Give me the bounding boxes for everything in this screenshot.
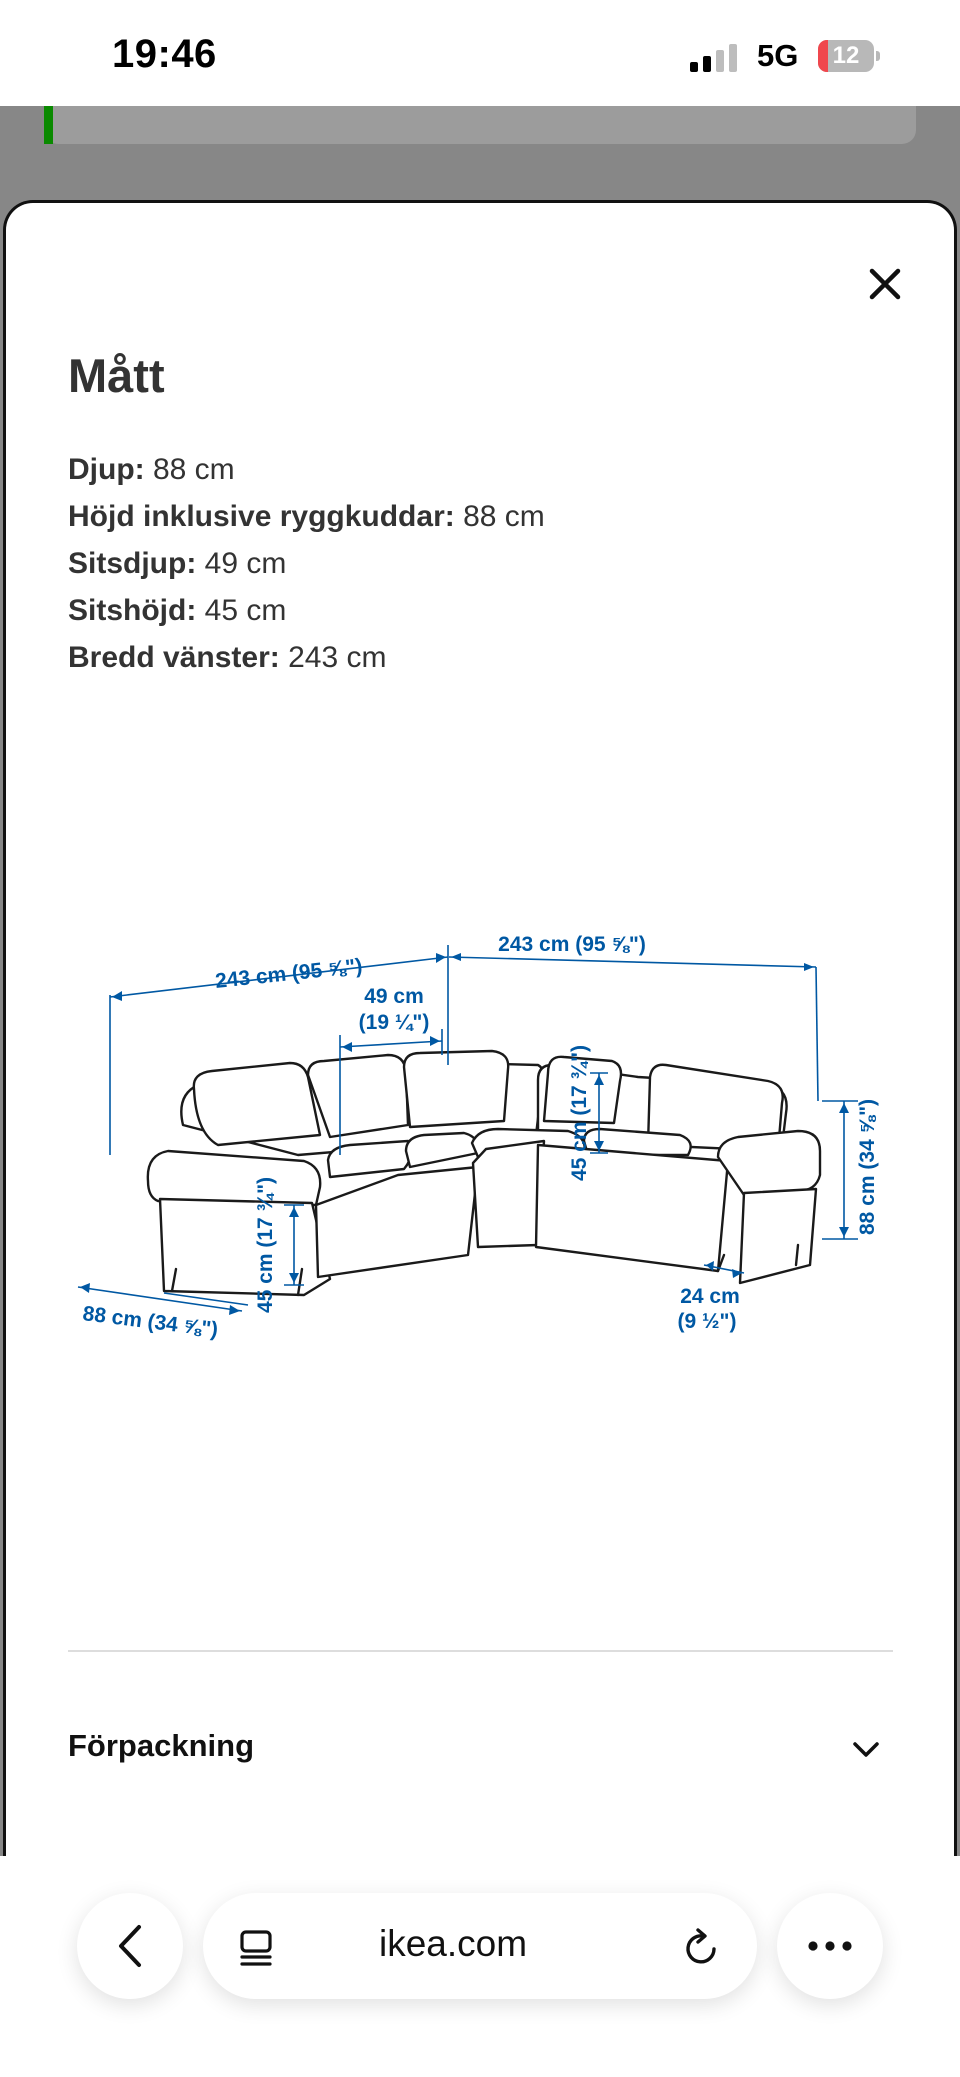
dim-seat-depth-cm: 49 cm: [364, 985, 424, 1008]
section-divider: [68, 1650, 893, 1652]
reader-icon[interactable]: [237, 1928, 277, 1968]
status-time: 19:46: [112, 32, 217, 76]
spec-label: Sitshöjd:: [68, 594, 197, 627]
spec-list: [68, 446, 888, 681]
spec-width-left: [68, 634, 888, 681]
spec-depth: [68, 446, 888, 493]
battery-icon: [818, 40, 880, 72]
spec-seat-depth: [68, 540, 888, 587]
back-button[interactable]: [77, 1893, 183, 1999]
dim-depth: 88 cm (34 ⅝"): [81, 1302, 220, 1342]
more-button[interactable]: [777, 1893, 883, 1999]
url-text[interactable]: ikea.com: [378, 1923, 528, 1964]
dim-seat-height-back: 45 cm (17 ¾"): [568, 1044, 591, 1182]
more-icon: [807, 1940, 853, 1952]
spec-value: 45 cm: [196, 594, 287, 627]
close-button[interactable]: [853, 252, 917, 316]
modal-title: Mått: [68, 349, 165, 402]
spec-value: 243 cm: [279, 641, 387, 674]
spec-height: [68, 493, 888, 540]
dim-leg-cm: 24 cm: [680, 1285, 740, 1308]
dim-seat-depth-in: (19 ¼"): [358, 1011, 430, 1034]
spec-value: 88 cm: [144, 453, 235, 486]
dim-width-right: 243 cm (95 ⅝"): [498, 933, 646, 956]
network-label: 5G: [757, 38, 799, 73]
spec-label: Djup:: [68, 453, 145, 486]
dim-total-height: 88 cm (34 ⅝"): [856, 1098, 879, 1236]
spec-label: Bredd vänster:: [68, 641, 280, 674]
spec-label: Sitsdjup:: [68, 547, 197, 580]
packaging-section-title[interactable]: Förpackning: [68, 1728, 255, 1763]
battery-level: 12: [832, 42, 860, 69]
spec-label: Höjd inklusive ryggkuddar:: [68, 500, 455, 533]
back-icon: [115, 1923, 145, 1969]
spec-value: 88 cm: [454, 500, 545, 533]
spec-seat-height: [68, 587, 888, 634]
address-bar[interactable]: [203, 1893, 757, 1999]
signal-icon: [690, 44, 742, 72]
dim-leg-in: (9 ½"): [677, 1310, 737, 1333]
sofa-dimension-diagram: [68, 905, 898, 1375]
browser-toolbar: [0, 1856, 960, 2077]
reload-icon[interactable]: [681, 1927, 723, 1969]
chevron-down-icon: [852, 1741, 880, 1759]
close-icon: [868, 267, 902, 301]
sofa-drawing: [148, 1051, 820, 1295]
packaging-expand-button[interactable]: [842, 1728, 890, 1772]
dim-seat-height-front: 45 cm (17 ¾"): [254, 1176, 277, 1314]
status-bar: [0, 0, 960, 106]
background-accent: [44, 106, 53, 144]
spec-value: 49 cm: [196, 547, 287, 580]
background-card: [44, 106, 916, 144]
dim-width-left: 243 cm (95 ⅝"): [214, 954, 364, 993]
